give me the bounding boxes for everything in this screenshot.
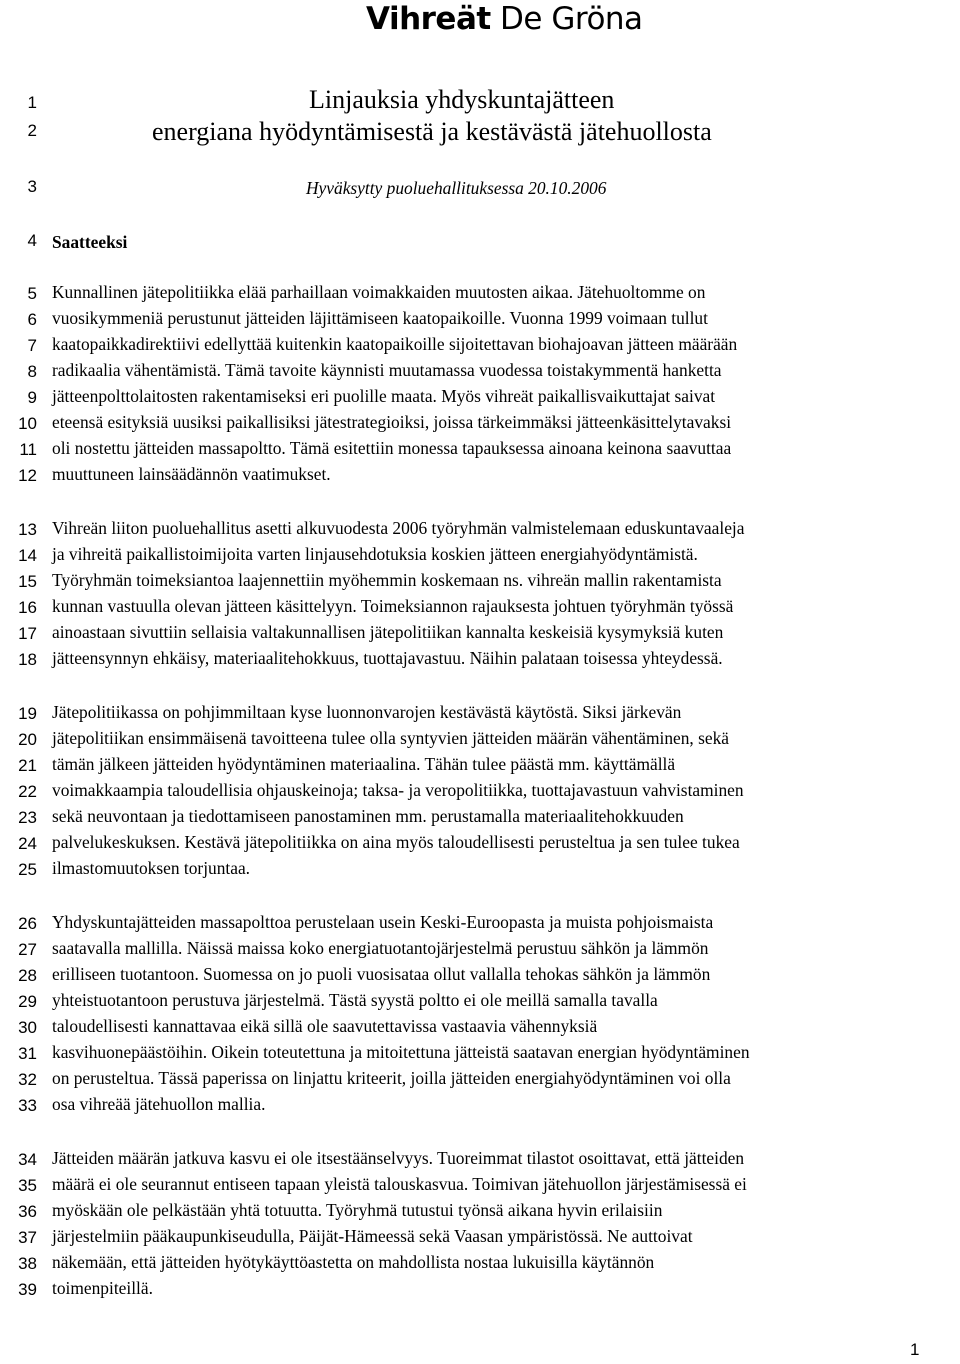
body-text-line: Yhdyskuntajätteiden massapolttoa perustelaan usein Keski-Euroopasta ja muista pohjoismaista — [52, 912, 714, 932]
body-text-line: sekä neuvontaan ja tiedottamiseen panostaminen mm. perustamalla materiaalitehokkuuden — [52, 806, 684, 826]
body-text-line: voimakkaampia taloudellisia ohjauskeinoja; taksa- ja veropolitiikka, tuottajavastuun vahvistaminen — [52, 780, 744, 800]
line-number: 36 — [18, 1202, 37, 1221]
line-number: 14 — [18, 546, 37, 565]
page-number: 1 — [910, 1340, 920, 1359]
body-text-line: määrä ei ole seurannut entiseen tapaan yleistä talouskasvua. Toimivan jätehuollon järjestämisessä ei — [52, 1174, 747, 1194]
body-text-line: kasvihuonepäästöihin. Oikein toteutettuna ja mitoitettuna jätteistä saatavan energian hyödyntäminen — [52, 1042, 750, 1062]
body-text-line: toimenpiteillä. — [52, 1278, 153, 1298]
line-number: 38 — [18, 1254, 37, 1273]
body-text-line: Jätepolitiikassa on pohjimmiltaan kyse luonnonvarojen kestävästä käytöstä. Siksi järkevän — [52, 702, 682, 722]
body-text-line: jätteenpolttolaitosten rakentamiseksi eri puolille maata. Myös vihreät paikallisvaikuttajat saivat — [52, 386, 716, 406]
body-text-line: jätepolitiikan ensimmäisenä tavoitteena tulee olla syntyvien jätteiden määrän vähentäminen, sekä — [52, 728, 730, 748]
line-number: 9 — [27, 388, 37, 407]
body-text-line: tämän jälkeen jätteiden hyödyntäminen materiaalina. Tähän tulee päästä mm. käyttämällä — [52, 754, 676, 774]
line-number: 6 — [27, 310, 37, 329]
body-text-line: Jätteiden määrän jatkuva kasvu ei ole itsestäänselvyys. Tuoreimmat tilastot osoittavat, että jätteiden — [52, 1148, 745, 1168]
body-text-line: eteensä esityksiä uusiksi paikallisiksi jätestrategioiksi, joissa tärkeimmäksi jätteenkäsittelytavaksi — [52, 412, 732, 432]
line-number: 29 — [18, 992, 37, 1011]
body-text-line: erilliseen tuotantoon. Suomessa on jo puoli vuosisataa ollut vallalla tehokas sähkön ja lämmön — [52, 964, 711, 984]
body-text-line: Työryhmän toimeksiantoa laajennettiin myöhemmin koskemaan ns. vihreän mallin rakentamista — [52, 570, 722, 590]
line-number: 33 — [18, 1096, 37, 1115]
line-number: 18 — [18, 650, 37, 669]
body-text-line: ilmastomuutoksen torjuntaa. — [52, 858, 251, 878]
line-number: 12 — [18, 466, 37, 485]
line-number: 30 — [18, 1018, 37, 1037]
line-number: 19 — [18, 704, 37, 723]
document-title-line-1: Linjauksia yhdyskuntajätteen — [309, 85, 615, 114]
body-text-line: yhteistuotantoon perustuva järjestelmä. Tästä syystä poltto ei ole meillä samalla tavalla — [52, 990, 658, 1010]
body-text-line: ja vihreitä paikallistoimijoita varten linjausehdotuksia koskien jätteen energiahyödyntämistä. — [52, 544, 698, 564]
body-text-line: oli nostettu jätteiden massapoltto. Tämä esitettiin monessa tapauksessa ainoana keinona saavuttaa — [52, 438, 732, 458]
line-number: 8 — [27, 362, 37, 381]
logo-wordmark — [366, 1, 643, 37]
line-number: 10 — [18, 414, 37, 433]
line-number: 35 — [18, 1176, 37, 1195]
body-text-line: osa vihreää jätehuollon mallia. — [52, 1094, 266, 1114]
body-text-line: kaatopaikkadirektiivi edellyttää kuitenkin kaatopaikoille sijoitettavan biohajoavan jätteen määrään — [52, 334, 738, 354]
line-number: 28 — [18, 966, 37, 985]
line-number: 25 — [18, 860, 37, 879]
section-heading: Saatteeksi — [52, 232, 128, 252]
document-title-line-2: energiana hyödyntämisestä ja kestävästä jätehuollosta — [152, 117, 712, 146]
line-number: 2 — [27, 121, 37, 140]
body-text-line: kunnan vastuulla olevan jätteen käsittelyyn. Toimeksiannon rajauksesta johtuen työryhmän työssä — [52, 596, 734, 616]
line-number: 20 — [18, 730, 37, 749]
line-number: 15 — [18, 572, 37, 591]
line-number: 5 — [27, 284, 37, 303]
line-number: 34 — [18, 1150, 37, 1169]
line-number: 27 — [18, 940, 37, 959]
line-number: 7 — [27, 336, 37, 355]
line-number: 11 — [19, 440, 37, 459]
body-text-line: saatavalla mallilla. Näissä maissa koko energiatuotantojärjestelmä perustuu sähkön ja lämmön — [52, 938, 709, 958]
line-number: 1 — [27, 93, 37, 112]
line-number: 31 — [18, 1044, 37, 1063]
party-logo — [0, 0, 960, 44]
logo-part-vihreat: Vihreät — [366, 1, 491, 37]
line-number: 26 — [18, 914, 37, 933]
body-text-line: Kunnallinen jätepolitiikka elää parhaillaan voimakkaiden muutosten aikaa. Jätehuoltomme on — [52, 282, 706, 302]
line-number: 17 — [18, 624, 37, 643]
body-text-line: palvelukeskuksen. Kestävä jätepolitiikka on aina myös taloudellisesti perusteltua ja sen tulee tukea — [52, 832, 740, 852]
body-text-line: järjestelmiin pääkaupunkiseudulla, Päijät-Hämeessä sekä Vaasan ympäristössä. Ne auttoivat — [52, 1226, 693, 1246]
line-number: 21 — [18, 756, 37, 775]
line-number: 16 — [18, 598, 37, 617]
document-subtitle: Hyväksytty puoluehallituksessa 20.10.2006 — [306, 178, 607, 198]
body-text-line: näkemään, että jätteiden hyötykäyttöastetta on mahdollista nostaa lukuisilla käytännön — [52, 1252, 655, 1272]
line-number: 13 — [18, 520, 37, 539]
body-text-line: jätteensynnyn ehkäisy, materiaalitehokkuus, tuottajavastuu. Näihin palataan toisessa yhteydessä. — [52, 648, 723, 668]
line-number: 32 — [18, 1070, 37, 1089]
line-number: 4 — [27, 231, 37, 250]
line-number: 3 — [27, 177, 37, 196]
body-text-line: vuosikymmeniä perustunut jätteiden läjittämiseen kaatopaikoille. Vuonna 1999 voimaan tullut — [52, 308, 708, 328]
body-text-line: myöskään ole pelkästään yhtä totuutta. Työryhmä tutustui työnsä aikana hyvin erilaisiin — [52, 1200, 663, 1220]
line-number: 37 — [18, 1228, 37, 1247]
body-text-line: taloudellisesti kannattavaa eikä sillä ole saavutettavissa vastaavia vähennyksiä — [52, 1016, 598, 1036]
line-number: 39 — [18, 1280, 37, 1299]
body-text-line: on perusteltua. Tässä paperissa on linjattu kriteerit, joilla jätteiden energiahyödyntäminen voi olla — [52, 1068, 731, 1088]
line-number: 22 — [18, 782, 37, 801]
body-text-line: muuttuneen lainsäädännön vaatimukset. — [52, 464, 331, 484]
body-text-line: Vihreän liiton puoluehallitus asetti alkuvuodesta 2006 työryhmän valmistelemaan eduskuntavaaleja — [52, 518, 745, 538]
line-number: 23 — [18, 808, 37, 827]
body-text-line: ainoastaan sivuttiin sellaisia valtakunnallisen jätepolitiikan kannalta keskeisiä kysymyksiä kuten — [52, 622, 724, 642]
line-number: 24 — [18, 834, 37, 853]
logo-part-de-grona: De Gröna — [490, 1, 643, 37]
body-text-line: radikaalia vähentämistä. Tämä tavoite käynnisti muutamassa vuodessa toistakymmentä hanketta — [52, 360, 722, 380]
